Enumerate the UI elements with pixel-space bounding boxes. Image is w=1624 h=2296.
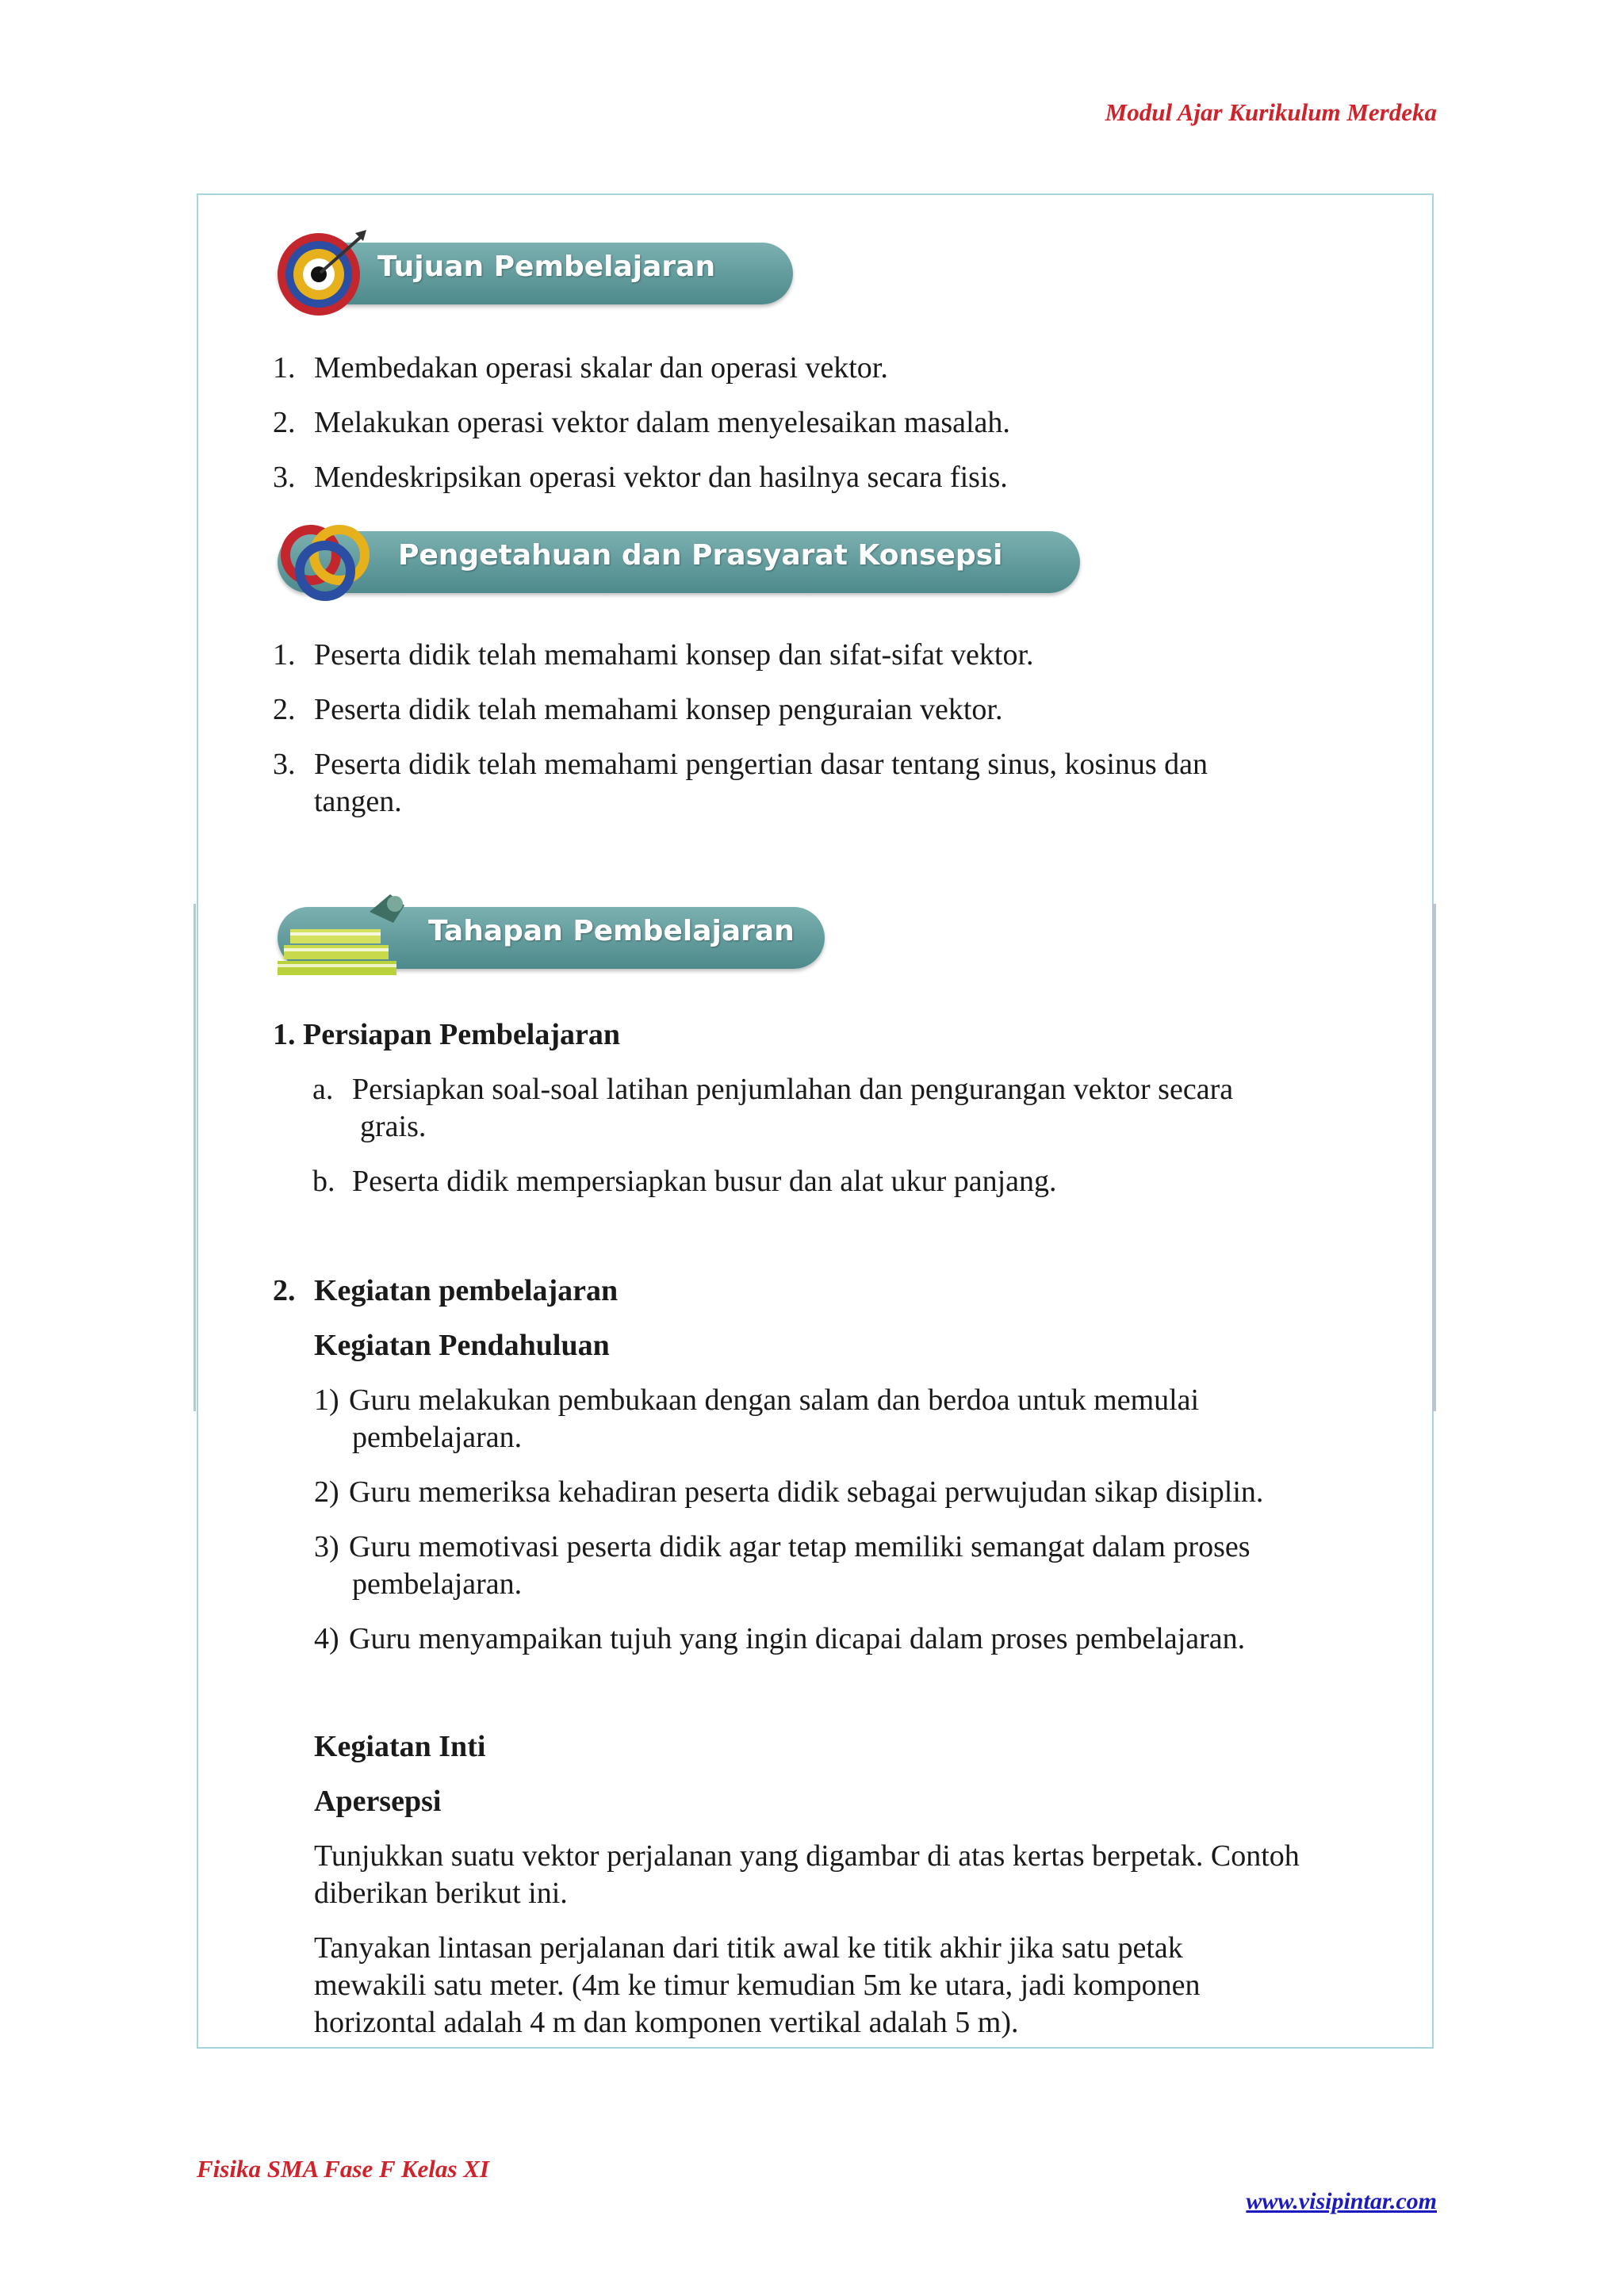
inti-section bbox=[314, 1728, 1424, 2042]
item-letter: b. bbox=[312, 1165, 335, 1198]
list-item bbox=[314, 1621, 1415, 1658]
item-text: Melakukan operasi vektor dalam menyelesaikan masalah. bbox=[314, 406, 1010, 439]
item-number: 2) bbox=[314, 1475, 339, 1509]
list-item bbox=[314, 1474, 1415, 1511]
list-item bbox=[273, 404, 1399, 442]
item-text-line: Guru memotivasi peserta didik agar tetap memiliki semangat dalam proses bbox=[349, 1530, 1251, 1563]
item-number: 3) bbox=[314, 1530, 339, 1563]
list-item bbox=[273, 691, 1399, 729]
running-title: Modul Ajar Kurikulum Merdeka bbox=[1105, 98, 1437, 126]
paragraph-line: diberikan berikut ini. bbox=[314, 1877, 568, 1910]
item-text: Membedakan operasi skalar dan operasi vektor. bbox=[314, 351, 888, 385]
inti-heading: Kegiatan Inti bbox=[314, 1730, 486, 1763]
banner-tujuan-title: Tujuan Pembelajaran bbox=[377, 251, 716, 283]
footer-book-title: Fisika SMA Fase F Kelas XI bbox=[197, 2155, 489, 2183]
item-number: 2. bbox=[273, 1274, 296, 1307]
item-text-line: pembelajaran. bbox=[352, 1421, 523, 1454]
target-icon bbox=[273, 225, 368, 320]
banner-tahapan bbox=[278, 904, 825, 970]
apersepsi-paragraph-2 bbox=[314, 1930, 1424, 2042]
kegiatan-heading bbox=[273, 1272, 1415, 1310]
paragraph-line: horizontal adalah 4 m dan komponen vertikal adalah 5 m). bbox=[314, 2006, 1019, 2039]
prasyarat-list bbox=[273, 637, 1399, 821]
item-number: 1) bbox=[314, 1383, 339, 1417]
frame-side-bar-right bbox=[1432, 904, 1436, 1411]
persiapan-heading: 1. Persiapan Pembelajaran bbox=[273, 1018, 621, 1051]
persiapan-section bbox=[273, 1016, 1415, 1200]
banner-prasyarat-title: Pengetahuan dan Prasyarat Konsepsi bbox=[398, 539, 1003, 572]
banner-tahapan-title: Tahapan Pembelajaran bbox=[428, 915, 795, 947]
item-number: 3. bbox=[273, 461, 296, 494]
list-item bbox=[312, 1071, 1415, 1146]
list-item bbox=[314, 1529, 1415, 1603]
item-text-line: Persiapkan soal-soal latihan penjumlahan dan pengurangan vektor secara bbox=[352, 1073, 1234, 1106]
frame-side-bar-left bbox=[193, 904, 196, 1411]
paragraph-line: Tunjukkan suatu vektor perjalanan yang digambar di atas kertas berpetak. Contoh bbox=[314, 1839, 1300, 1873]
item-number: 1. bbox=[273, 351, 296, 385]
item-letter: a. bbox=[312, 1073, 334, 1106]
kegiatan-section bbox=[273, 1272, 1415, 1658]
item-number: 3. bbox=[273, 748, 296, 781]
tujuan-list bbox=[273, 350, 1399, 496]
item-text: Peserta didik telah memahami konsep penguraian vektor. bbox=[314, 693, 1003, 726]
kegiatan-heading-text: Kegiatan pembelajaran bbox=[314, 1274, 619, 1307]
item-text-line: pembelajaran. bbox=[352, 1567, 523, 1601]
item-text-line: grais. bbox=[360, 1110, 427, 1143]
list-item bbox=[273, 746, 1399, 821]
item-text-line: Peserta didik telah memahami pengertian dasar tentang sinus, kosinus dan bbox=[314, 748, 1208, 781]
banner-tujuan bbox=[278, 239, 793, 306]
list-item bbox=[273, 637, 1399, 674]
item-text-line: Guru melakukan pembukaan dengan salam dan berdoa untuk memulai bbox=[349, 1383, 1200, 1417]
item-text: Guru menyampaikan tujuh yang ingin dicapai dalam proses pembelajaran. bbox=[349, 1622, 1246, 1655]
item-text-line: tangen. bbox=[314, 785, 402, 818]
item-text: Peserta didik telah memahami konsep dan sifat-sifat vektor. bbox=[314, 638, 1034, 672]
list-item bbox=[314, 1382, 1415, 1456]
item-number: 2. bbox=[273, 406, 296, 439]
apersepsi-paragraph-1 bbox=[314, 1838, 1424, 1912]
item-text: Mendeskripsikan operasi vektor dan hasilnya secara fisis. bbox=[314, 461, 1008, 494]
list-item bbox=[273, 459, 1399, 496]
linked-rings-icon bbox=[274, 511, 385, 606]
stairs-icon bbox=[274, 888, 417, 983]
pendahuluan-heading: Kegiatan Pendahuluan bbox=[314, 1329, 610, 1362]
item-number: 1. bbox=[273, 638, 296, 672]
item-text: Peserta didik mempersiapkan busur dan alat ukur panjang. bbox=[352, 1165, 1057, 1198]
footer-website-link[interactable]: www.visipintar.com bbox=[1246, 2188, 1437, 2214]
list-item bbox=[312, 1163, 1415, 1200]
paragraph-line: mewakili satu meter. (4m ke timur kemudian 5m ke utara, jadi komponen bbox=[314, 1969, 1201, 2002]
list-item bbox=[273, 350, 1399, 387]
paragraph-line: Tanyakan lintasan perjalanan dari titik awal ke titik akhir jika satu petak bbox=[314, 1931, 1183, 1965]
item-number: 2. bbox=[273, 693, 296, 726]
banner-prasyarat bbox=[278, 528, 1080, 595]
item-number: 4) bbox=[314, 1622, 339, 1655]
item-text: Guru memeriksa kehadiran peserta didik sebagai perwujudan sikap disiplin. bbox=[349, 1475, 1264, 1509]
apersepsi-heading: Apersepsi bbox=[314, 1785, 442, 1818]
